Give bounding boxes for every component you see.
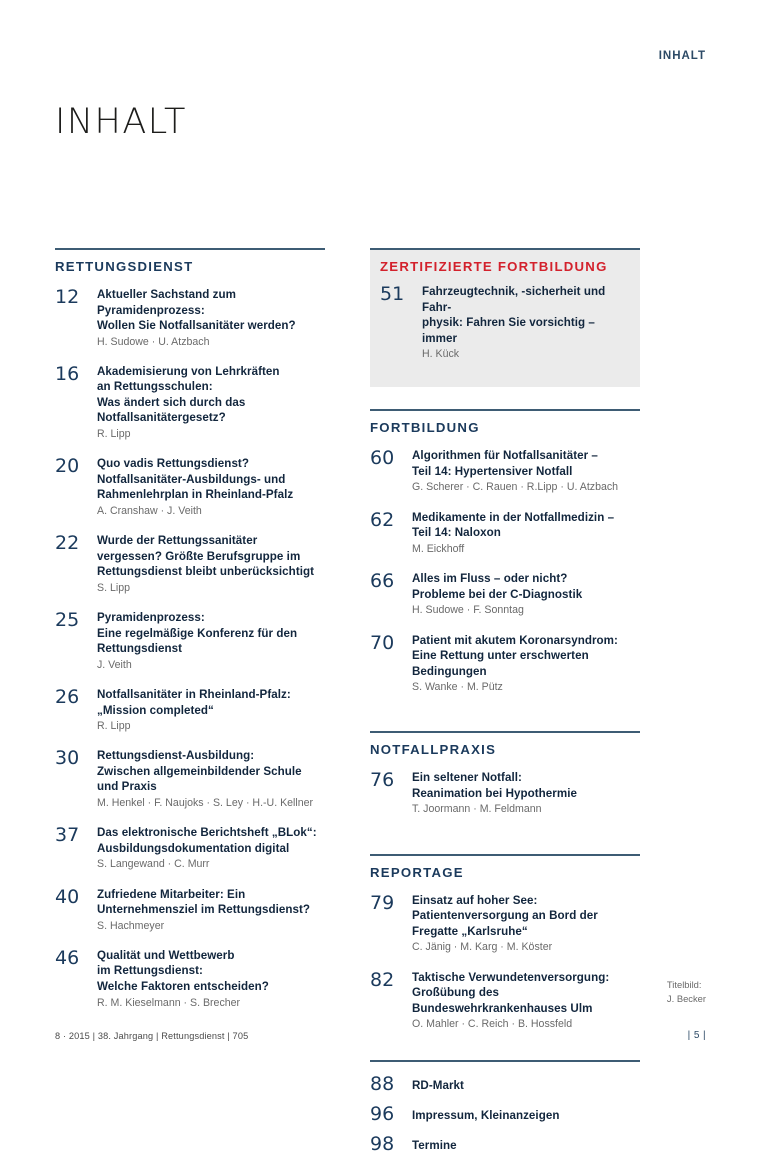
section-gap: [370, 387, 640, 409]
toc-entry-title[interactable]: Aktueller Sachstand zum Pyramidenprozess: Wollen Sie Notfallsanitäter werden?: [97, 288, 296, 333]
toc-entry-authors: S. Hachmeyer: [97, 919, 165, 932]
section-rule: [370, 731, 640, 733]
toc-entry-page-number[interactable]: 60: [370, 447, 395, 470]
toc-entry-authors: T. Joormann · M. Feldmann: [412, 803, 542, 816]
toc-entry-authors: H. Sudowe · F. Sonntag: [412, 604, 524, 617]
toc-entry-title[interactable]: Termine: [412, 1138, 457, 1152]
toc-entry-body: [412, 1104, 640, 1124]
toc-entry[interactable]: [55, 948, 325, 1010]
toc-entry-page-number[interactable]: 46: [55, 946, 80, 969]
toc-left-column: [55, 248, 325, 1164]
cover-credit: [667, 978, 706, 1005]
toc-entry-title[interactable]: Rettungsdienst-Ausbildung: Zwischen allgemeinbildender Schule und Praxis: [97, 749, 302, 794]
toc-entry-page-number[interactable]: 98: [370, 1132, 395, 1155]
toc-entry-page-number[interactable]: 20: [55, 455, 80, 478]
toc-entry-title[interactable]: Algorithmen für Notfallsanitäter – Teil 14: Hypertensiver Notfall: [412, 449, 598, 478]
toc-entry-page-number[interactable]: 51: [380, 283, 405, 305]
toc-entry-body: [412, 893, 640, 955]
toc-entry-page-number[interactable]: 96: [370, 1102, 395, 1125]
toc-entry[interactable]: [370, 970, 640, 1032]
toc-entry[interactable]: [370, 571, 640, 617]
toc-entry-page-number[interactable]: 40: [55, 885, 80, 908]
toc-entry[interactable]: [55, 364, 325, 441]
toc-entry-authors: M. Henkel · F. Naujoks · S. Ley · H.-U. Kellner: [97, 796, 314, 809]
toc-entry-page-number[interactable]: 62: [370, 508, 395, 531]
toc-section-back-matter: [370, 1060, 640, 1154]
toc-entry-title[interactable]: Fahrzeugtechnik, -sicherheit und Fahr- physik: Fahren Sie vorsichtig – immer: [422, 285, 606, 345]
toc-entry-title[interactable]: Pyramidenprozess: Eine regelmäßige Konferenz für den Rettungsdienst: [97, 611, 298, 656]
section-heading: NOTFALLPRAXIS: [370, 742, 497, 758]
toc-entry-body: [97, 748, 325, 810]
toc-entry[interactable]: [380, 284, 630, 361]
section-grey-panel: [370, 250, 640, 387]
section-heading: RETTUNGSDIENST: [55, 259, 194, 274]
toc-entry-authors: R. Lipp: [97, 720, 131, 733]
toc-entry-authors: H. Sudowe · U. Atzbach: [97, 335, 210, 348]
toc-entry-body: [412, 770, 640, 816]
toc-entry[interactable]: [55, 533, 325, 595]
section-spacer: [370, 1062, 640, 1074]
toc-entry-title[interactable]: Taktische Verwundetenversorgung: Großübung des Bundeswehrkrankenhauses Ulm: [412, 970, 610, 1015]
toc-entry[interactable]: [370, 1134, 640, 1154]
toc-entry[interactable]: [370, 448, 640, 494]
toc-section-reportage: [370, 854, 640, 1032]
toc-entry-authors: S. Langewand · C. Murr: [97, 858, 210, 871]
toc-entry-body: [97, 948, 325, 1010]
cover-credit-label: Titelbild:: [666, 979, 702, 990]
toc-entry-authors: S. Lipp: [97, 581, 130, 594]
section-rule: [55, 248, 325, 250]
toc-entry-title[interactable]: Wurde der Rettungssanitäter vergessen? Größte Berufsgruppe im Rettungsdienst bleibt unberücksichtigt: [97, 534, 315, 579]
toc-entry-title[interactable]: RD-Markt: [412, 1078, 464, 1092]
toc-entry-authors: R. Lipp: [97, 428, 131, 441]
toc-entry-body: [412, 571, 640, 617]
toc-entry-body: [97, 825, 325, 871]
toc-entry-body: [97, 287, 325, 349]
toc-section-notfallpraxis: [370, 731, 640, 816]
cover-credit-value: J. Becker: [666, 992, 706, 1004]
footer-page-number: | 5 |: [687, 1030, 706, 1041]
toc-section-zertifizierte-fortbildung: [370, 248, 640, 387]
section-heading: FORTBILDUNG: [370, 420, 480, 436]
running-head: INHALT: [658, 50, 706, 62]
toc-entry-title[interactable]: Das elektronische Berichtsheft „BLok“: Ausbildungsdokumentation digital: [97, 826, 317, 855]
toc-entry-body: [97, 887, 325, 933]
toc-entry-title[interactable]: Qualität und Wettbewerb im Rettungsdienst: Welche Faktoren entscheiden?: [97, 948, 269, 994]
toc-entry-authors: O. Mahler · C. Reich · B. Hossfeld: [412, 1018, 573, 1031]
toc-entry-body: [422, 284, 630, 361]
section-gap: [370, 709, 640, 731]
toc-entry[interactable]: [370, 510, 640, 556]
toc-entry-body: [412, 633, 640, 695]
toc-section-fortbildung: [370, 409, 640, 694]
toc-entry-body: [97, 533, 325, 595]
toc-entry-authors: R. M. Kieselmann · S. Brecher: [97, 996, 241, 1009]
toc-entry-title[interactable]: Medikamente in der Notfallmedizin – Teil 14: Naloxon: [412, 510, 615, 540]
section-rule: [370, 854, 640, 856]
toc-entry-authors: S. Wanke · M. Pütz: [412, 681, 503, 694]
toc-entry-body: [412, 1074, 640, 1094]
toc-entry-page-number[interactable]: 82: [370, 968, 395, 991]
toc-entry[interactable]: [55, 887, 325, 933]
toc-entry-page-number[interactable]: 25: [55, 609, 80, 632]
toc-entry-body: [97, 610, 325, 672]
toc-entry-authors: A. Cranshaw · J. Veith: [97, 504, 202, 517]
toc-entry-page-number[interactable]: 37: [55, 824, 80, 847]
toc-entry-title[interactable]: Einsatz auf hoher See: Patientenversorgung an Bord der Fregatte „Karlsruhe“: [412, 893, 598, 938]
toc-right-column: [370, 248, 640, 1164]
toc-entry[interactable]: [55, 825, 325, 871]
toc-entry-body: [412, 1134, 640, 1154]
footer-issue-line: 8 · 2015 | 38. Jahrgang | Rettungsdienst | 705: [55, 1031, 249, 1041]
toc-entry[interactable]: [55, 456, 325, 518]
page-title: INHALT: [55, 102, 187, 142]
toc-entry-page-number[interactable]: 66: [370, 570, 395, 593]
toc-entry-body: [412, 448, 640, 494]
toc-section-rettungsdienst: [55, 248, 325, 1010]
toc-entry-body: [97, 687, 325, 733]
toc-entry-title[interactable]: Akademisierung von Lehrkräften an Rettungsschulen: Was ändert sich durch das Notfallsanitätergesetz?: [97, 364, 280, 425]
toc-entry-authors: H. Kück: [422, 348, 460, 361]
toc-entry-page-number[interactable]: 30: [55, 747, 80, 770]
toc-entry-authors: G. Scherer · C. Rauen · R.Lipp · U. Atzbach: [412, 481, 619, 494]
toc-entry-authors: M. Eickhoff: [412, 542, 465, 555]
toc-entry-title[interactable]: Ein seltener Notfall: Reanimation bei Hypothermie: [412, 771, 577, 800]
section-rule: [370, 409, 640, 411]
toc-entry[interactable]: [370, 770, 640, 816]
toc-entry-page-number[interactable]: 76: [370, 769, 395, 792]
toc-entry[interactable]: [370, 893, 640, 955]
toc-entry-page-number[interactable]: 16: [55, 362, 80, 385]
toc-entry-page-number[interactable]: 22: [55, 532, 80, 555]
toc-entry[interactable]: [55, 610, 325, 672]
toc-entry-body: [412, 510, 640, 556]
toc-columns: [55, 248, 710, 1164]
toc-entry-title[interactable]: Notfallsanitäter in Rheinland-Pfalz: „Mission completed“: [97, 687, 291, 717]
toc-entry-title[interactable]: Patient mit akutem Koronarsyndrom: Eine Rettung unter erschwerten Bedingungen: [412, 633, 618, 678]
toc-entry-authors: C. Jänig · M. Karg · M. Köster: [412, 941, 553, 954]
toc-entry-page-number[interactable]: 79: [370, 891, 395, 914]
toc-entry-title[interactable]: Zufriedene Mitarbeiter: Ein Unternehmensziel im Rettungsdienst?: [97, 887, 311, 917]
toc-entry[interactable]: [370, 1074, 640, 1094]
section-heading: ZERTIFIZIERTE FORTBILDUNG: [380, 259, 608, 274]
toc-entry-body: [97, 456, 325, 518]
toc-entry-authors: J. Veith: [97, 658, 132, 671]
toc-entry-title[interactable]: Quo vadis Rettungsdienst? Notfallsanitäter-Ausbildungs- und Rahmenlehrplan in Rheinland-Pfalz: [97, 457, 294, 502]
toc-entry[interactable]: [55, 748, 325, 810]
toc-entry-body: [97, 364, 325, 441]
toc-entry-page-number[interactable]: 70: [370, 631, 395, 654]
toc-entry-page-number[interactable]: 88: [370, 1072, 395, 1095]
toc-entry-body: [412, 970, 640, 1032]
toc-entry-title[interactable]: Alles im Fluss – oder nicht? Probleme bei der C-Diagnostik: [412, 572, 583, 601]
section-gap: [370, 1047, 640, 1060]
toc-entry[interactable]: [370, 1104, 640, 1124]
toc-entry-title[interactable]: Impressum, Kleinanzeigen: [412, 1108, 560, 1122]
section-heading: REPORTAGE: [370, 864, 464, 880]
section-gap: [370, 832, 640, 854]
toc-entry[interactable]: [55, 287, 325, 349]
toc-entry[interactable]: [55, 687, 325, 733]
toc-entry-page-number[interactable]: 26: [55, 685, 80, 708]
toc-entry-page-number[interactable]: 12: [55, 286, 80, 308]
toc-entry[interactable]: [370, 633, 640, 695]
